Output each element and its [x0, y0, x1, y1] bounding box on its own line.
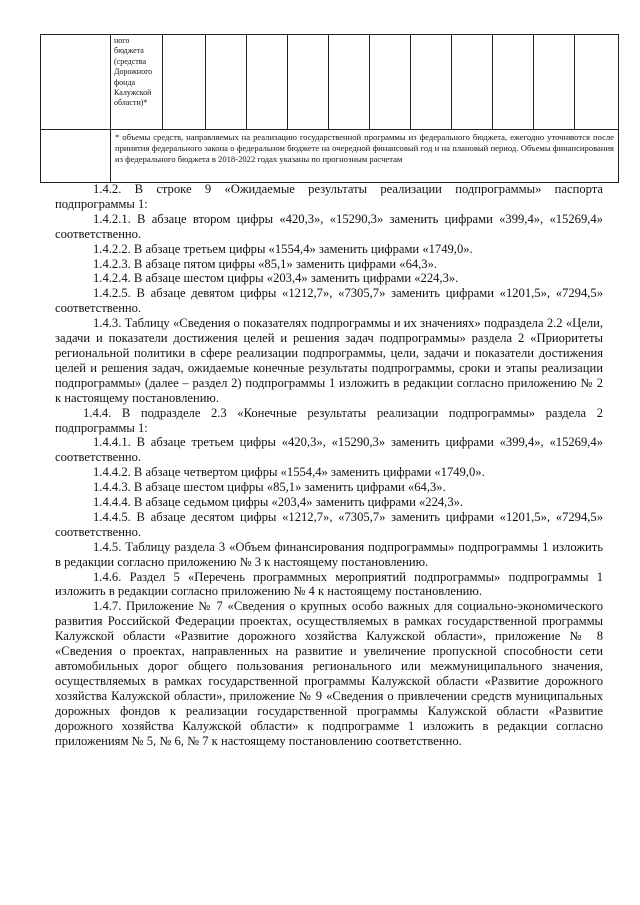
paragraph-1-4-5: 1.4.5. Таблицу раздела 3 «Объем финансирования подпрограммы» подпрограммы 1 изложить в редакции согласно приложению № 3 к настоящему постановлению.: [55, 539, 603, 569]
paragraph-1-4-2-5: 1.4.2.5. В абзаце девятом цифры «1212,7», «7305,7» заменить цифрами «1201,5», «7294,5» соответственно.: [55, 286, 603, 316]
paragraph-1-4-2-1: 1.4.2.1. В абзаце втором цифры «420,3», «15290,3» заменить цифрами «399,4», «15269,4» соответственно.: [55, 211, 603, 241]
table-cell: [206, 35, 247, 130]
paragraph-1-4-7: 1.4.7. Приложение № 7 «Сведения о крупных особо важных для социально-экономического развития Российской Федерации проектах, осуществляемых в рамках государственной программы Калужской области «Развитие дорожного хозяйства Калужской области», приложение № 8 «Сведения о проектах, направленных на развитие и увеличение пропускной способности сети автомобильных дорог общего пользования регионального или межмуниципального значения, осуществляемых в рамках государственной программы Калужской области «Развитие дорожного хозяйства Калужской области», приложение № 9 «Сведения о привлечении средств муниципальных дорожных фондов к реализации государственной программы Калужской области «Развитие дорожного хозяйства Калужской области» к подпрограмме 1 изложить в редакции согласно приложениям № 5, № 6, № 7 к настоящему постановлению соответственно.: [55, 599, 603, 748]
table-footnote: * объемы средств, направляемых на реализацию государственной программы из федерального бюджета, ежегодно уточняются после принятия федерального закона о федеральном бюджете на очередной финансовый год и на плановый период. Объемы финансирования из федерального бюджета в 2018-2022 годах указаны по прогнозным расчетам: [111, 130, 619, 183]
table-row: [41, 35, 619, 130]
amendments-text: [55, 182, 603, 748]
paragraph-1-4-2-4: 1.4.2.4. В абзаце шестом цифры «203,4» заменить цифрами «224,3».: [93, 271, 459, 286]
table-cell: [288, 35, 329, 130]
paragraph-1-4-2-3: 1.4.2.3. В абзаце пятом цифры «85,1» заменить цифрами «64,3».: [93, 256, 438, 271]
table-cell: [411, 35, 452, 130]
table-cell-empty: [41, 35, 111, 130]
table-cell: [493, 35, 534, 130]
table-cell-empty: [41, 130, 111, 183]
paragraph-1-4-4-2: 1.4.4.2. В абзаце четвертом цифры «1554,4» заменить цифрами «1749,0».: [93, 465, 485, 480]
table-cell: [452, 35, 493, 130]
funding-source-line: области)*: [114, 98, 148, 108]
table-cell: [575, 35, 619, 130]
paragraph-1-4-3: 1.4.3. Таблицу «Сведения о показателях подпрограммы и их значениях» подраздела 2.2 «Цели, задачи и показатели достижения целей и решения задач подпрограммы» раздела 2 «Приоритеты региональной политики в сфере реализации подпрограммы, цели, задачи и показатели достижения целей и решения задач, ожидаемые конечные результаты подпрограммы, сроки и этапы реализации подпрограммы» (далее – раздел 2) подпрограммы 1 изложить в редакции согласно приложению № 2 к настоящему постановлению.: [55, 316, 603, 405]
table-row: [41, 130, 619, 183]
table-cell: [534, 35, 575, 130]
paragraph-1-4-2: 1.4.2. В строке 9 «Ожидаемые результаты реализации подпрограммы» паспорта подпрограммы 1:: [55, 182, 603, 211]
paragraph-1-4-4-3: 1.4.4.3. В абзаце шестом цифры «85,1» заменить цифрами «64,3».: [93, 480, 446, 495]
table-cell: [247, 35, 288, 130]
paragraph-1-4-2-2: 1.4.2.2. В абзаце третьем цифры «1554,4» заменить цифрами «1749,0».: [93, 241, 473, 256]
paragraph-1-4-4-4: 1.4.4.4. В абзаце седьмом цифры «203,4» заменить цифрами «224,3».: [93, 495, 464, 510]
funding-source-line: Калужской: [114, 88, 152, 98]
funding-source-line: ного: [114, 36, 130, 45]
funding-source-line: Дорожного: [114, 67, 153, 77]
paragraph-1-4-4-1: 1.4.4.1. В абзаце третьем цифры «420,3», «15290,3» заменить цифрами «399,4», «15269,4» соответственно.: [55, 435, 603, 465]
continuation-table: [40, 34, 619, 183]
paragraph-1-4-6: 1.4.6. Раздел 5 «Перечень программных мероприятий подпрограммы» подпрограммы 1 изложить в редакции согласно приложению № 4 к настоящему постановлению.: [55, 569, 603, 599]
table-cell-funding-source: [111, 35, 163, 130]
paragraph-1-4-4: 1.4.4. В подразделе 2.3 «Конечные результаты реализации подпрограммы» раздела 2 подпрограммы 1:: [55, 405, 603, 435]
funding-source-line: (средства: [114, 56, 146, 66]
table-cell: [163, 35, 206, 130]
table-cell: [329, 35, 370, 130]
paragraph-1-4-4-5: 1.4.4.5. В абзаце десятом цифры «1212,7», «7305,7» заменить цифрами «1201,5», «7294,5» соответственно.: [55, 509, 603, 539]
funding-source-line: бюджета: [114, 46, 144, 56]
table-cell: [370, 35, 411, 130]
funding-source-line: фонда: [114, 77, 136, 87]
